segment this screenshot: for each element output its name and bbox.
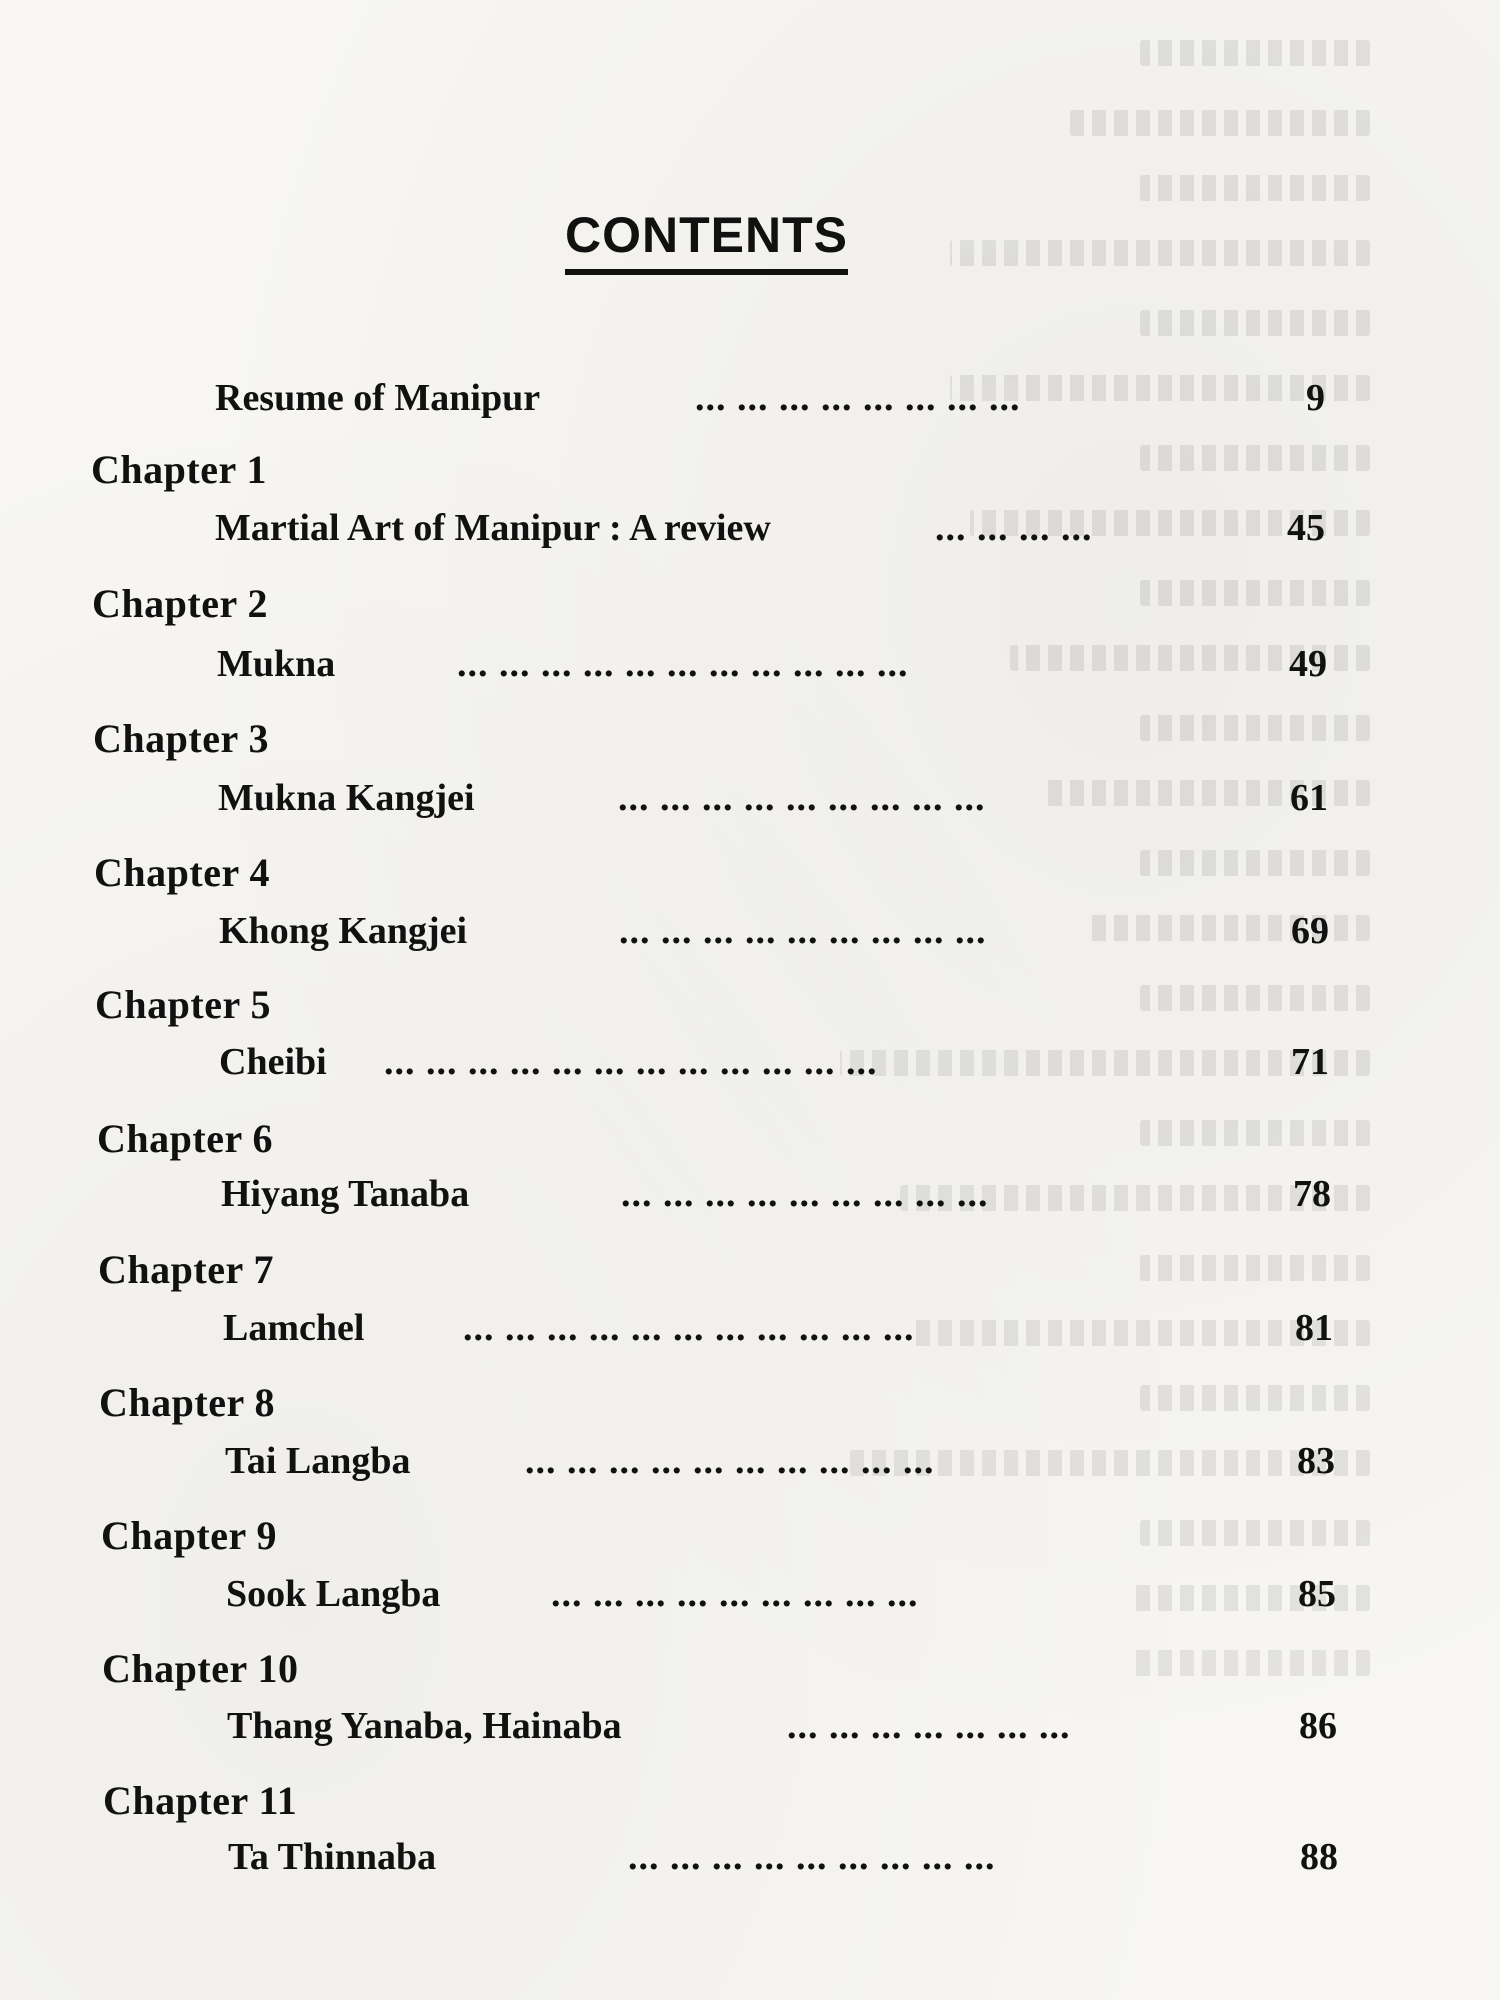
toc-entry (223, 1302, 1343, 1354)
toc-entry (215, 372, 1335, 424)
chapter-label: Chapter 11 (103, 1778, 298, 1823)
chapter-label: Chapter 10 (102, 1646, 299, 1691)
toc-entry (228, 1831, 1348, 1883)
chapter-label: Chapter 9 (101, 1513, 277, 1558)
chapter-label: Chapter 7 (98, 1247, 274, 1292)
toc-page-number: 61 (1290, 777, 1328, 819)
toc-page-number: 78 (1293, 1173, 1331, 1215)
toc-leader-dots: ... ... ... ... ... ... ... ... ... ... ... ... (384, 1041, 878, 1083)
toc-page-number: 45 (1287, 507, 1325, 549)
toc-page-number: 69 (1291, 910, 1329, 952)
toc-entry-title: Khong Kangjei (219, 910, 468, 952)
toc-entry-title: Lamchel (223, 1307, 365, 1349)
toc-entry (219, 1036, 1339, 1088)
chapter-label: Chapter 5 (95, 982, 271, 1027)
toc-leader-dots: ... ... ... ... ... ... ... ... ... ... (525, 1440, 935, 1482)
toc-leader-dots: ... ... ... ... ... ... ... ... ... (621, 1173, 989, 1215)
toc-leader-dots: ... ... ... ... ... ... ... ... ... (619, 910, 987, 952)
toc-entry (217, 638, 1337, 690)
toc-entry (221, 1168, 1341, 1220)
toc-entry-title: Mukna Kangjei (218, 777, 475, 819)
toc-page-number: 88 (1300, 1836, 1338, 1878)
chapter-label: Chapter 1 (91, 447, 267, 492)
toc-leader-dots: ... ... ... ... ... ... ... ... ... (618, 777, 986, 819)
toc-page-number: 83 (1297, 1440, 1335, 1482)
chapter-label: Chapter 2 (92, 581, 268, 626)
toc-entry (227, 1700, 1347, 1752)
chapter-label: Chapter 6 (97, 1116, 273, 1161)
toc-page-number: 9 (1306, 377, 1325, 419)
toc-entry (218, 772, 1338, 824)
toc-leader-dots: ... ... ... ... ... ... ... ... ... (628, 1836, 996, 1878)
toc-entry-title: Martial Art of Manipur : A review (215, 507, 771, 549)
contents-heading-text: CONTENTS (565, 205, 848, 275)
toc-leader-dots: ... ... ... ... ... ... ... (787, 1705, 1071, 1747)
toc-leader-dots: ... ... ... ... ... ... ... ... (695, 377, 1021, 419)
toc-entry (226, 1568, 1346, 1620)
toc-leader-dots: ... ... ... ... ... ... ... ... ... ... ... (463, 1307, 915, 1349)
toc-page-number: 81 (1295, 1307, 1333, 1349)
toc-entry (219, 905, 1339, 957)
chapter-label: Chapter 4 (94, 850, 270, 895)
toc-leader-dots: ... ... ... ... ... ... ... ... ... ... ... (457, 643, 909, 685)
toc-leader-dots: ... ... ... ... (935, 507, 1093, 549)
toc-entry-title: Mukna (217, 643, 336, 685)
toc-entry-title: Resume of Manipur (215, 377, 541, 419)
toc-entry-title: Hiyang Tanaba (221, 1173, 470, 1215)
toc-entry-title: Tai Langba (225, 1440, 411, 1482)
toc-page-number: 49 (1289, 643, 1327, 685)
toc-page-number: 71 (1291, 1041, 1329, 1083)
toc-entry-title: Ta Thinnaba (228, 1836, 437, 1878)
toc-entry-title: Thang Yanaba, Hainaba (227, 1705, 622, 1747)
toc-page-number: 85 (1298, 1573, 1336, 1615)
toc-page-number: 86 (1299, 1705, 1337, 1747)
toc-entry (225, 1435, 1345, 1487)
toc-leader-dots: ... ... ... ... ... ... ... ... ... (551, 1573, 919, 1615)
contents-heading (0, 205, 1413, 275)
toc-entry-title: Cheibi (219, 1041, 327, 1083)
toc-entry (215, 502, 1335, 554)
chapter-label: Chapter 8 (99, 1380, 275, 1425)
toc-entry-title: Sook Langba (226, 1573, 441, 1615)
chapter-label: Chapter 3 (93, 716, 269, 761)
